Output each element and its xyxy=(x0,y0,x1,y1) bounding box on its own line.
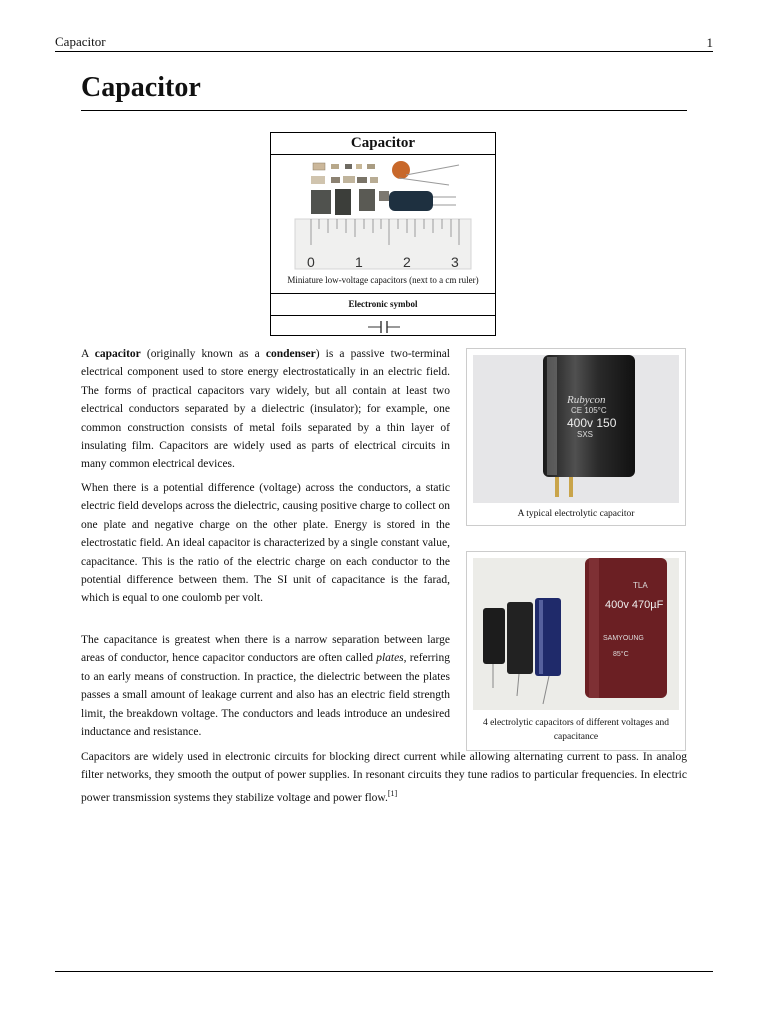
page-title: Capacitor xyxy=(81,72,201,103)
title-divider xyxy=(81,110,687,111)
p1-text-c: (originally known as a xyxy=(140,348,266,360)
fig1-print-series: SXS xyxy=(577,430,594,439)
term-plates: plates xyxy=(376,652,404,665)
paragraph-capacitance xyxy=(81,631,450,741)
figure-1-caption: A typical electrolytic capacitor xyxy=(517,509,635,519)
fig2-print-brand: SAMYOUNG xyxy=(603,635,644,642)
ruler-label-0: 0 xyxy=(307,254,315,270)
infobox-symbol xyxy=(271,316,495,337)
electrolytic-capacitor-photo xyxy=(473,355,679,503)
fig2-print-temp: 85°C xyxy=(613,651,629,658)
fig1-print-brand: Rubycon xyxy=(567,394,606,406)
running-header xyxy=(55,34,713,52)
capacitors-ruler-photo xyxy=(271,155,495,293)
term-condenser: condenser xyxy=(265,348,316,360)
ruler-label-3: 3 xyxy=(451,254,459,270)
fig2-print-rating: 400v 470µF xyxy=(605,599,664,611)
infobox-image xyxy=(271,155,495,294)
ruler-label-1: 1 xyxy=(355,254,363,270)
ruler-label-2: 2 xyxy=(403,254,411,270)
fig1-print-temp: CE 105°C xyxy=(571,406,607,415)
infobox-title: Capacitor xyxy=(271,133,495,155)
p4-text: Capacitors are widely used in electronic circuits for blocking direct current while allowing alternating current to pass. In analog filter networks, they smooth the output of power supplies. In resonant circuits they tune radios to particular frequencies. In electric power transmission systems they stabilize voltage and power flow. xyxy=(81,751,687,804)
paragraph-electric-field: When there is a potential difference (voltage) across the conductors, a static electric field develops across the dielectric, causing positive charge to collect on one plate and negative charge on the other plate. Energy is stored in the electrostatic field. An ideal capacitor is characterized by a single constant value, capacitance. This is the ratio of the electric charge on each conductor to the potential difference between them. The SI unit of capacitance is the farad, which is equal to one coulomb per volt. xyxy=(81,482,450,605)
infobox-symbol-heading: Electronic symbol xyxy=(271,294,495,316)
capacitor-symbol-icon xyxy=(364,319,404,335)
figure-2-caption: 4 electrolytic capacitors of different voltages and capacitance xyxy=(482,718,670,742)
footer-divider xyxy=(55,971,713,972)
infobox xyxy=(270,132,496,336)
p1-text-a: A xyxy=(81,348,95,360)
figure-electrolytic-capacitor xyxy=(466,348,686,526)
term-capacitor: capacitor xyxy=(94,348,141,360)
fig2-print-series: TLA xyxy=(633,581,648,590)
reference-link[interactable]: [1] xyxy=(387,788,398,798)
p1-text-d: ) is a passive two-terminal electrical component used to store energy electrostatically in an electric field. The forms of practical capacitors vary widely, but all contain at least two electrical conductors separated by a dielectric (insulator); for example, one common construction consists of metal foils separated by a thin layer of insulating film. Capacitors are widely used as parts of electrical circuits in many common electrical devices. xyxy=(81,348,450,471)
paragraph-applications xyxy=(81,748,687,807)
four-capacitors-photo xyxy=(473,558,679,710)
figure-four-capacitors xyxy=(466,551,686,751)
infobox-image-caption: Miniature low-voltage capacitors (next to a cm ruler) xyxy=(287,275,479,285)
page-number: 1 xyxy=(706,35,713,50)
paragraph-intro xyxy=(81,345,450,474)
running-header-title: Capacitor xyxy=(55,34,106,49)
p3-text-b: , referring to an early means of construction. In practice, the dielectric between the plates passes a small amount of leakage current and also has an electric field strength limit, the breakdown voltage. The conductors and leads introduce an undesired inductance and resistance. xyxy=(81,652,450,739)
p3-text-a: The capacitance is greatest when there is a narrow separation between large areas of conductor, hence capacitor conductors are often called xyxy=(81,634,450,665)
fig1-print-rating: 400v 150 xyxy=(567,416,617,430)
